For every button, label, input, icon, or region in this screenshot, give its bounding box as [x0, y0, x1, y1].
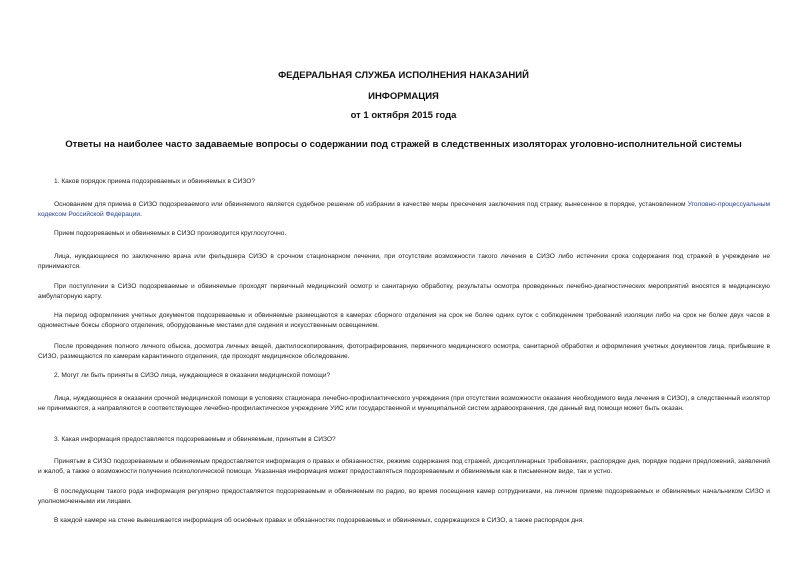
paragraph-medical-assistance: Лица, нуждающиеся в оказании срочной медицинской помощи в условиях стационара лечебно-профилактического учреждения (при отсутствии возможности оказания необходимого вида лечения в СИЗО), в следственный изолятор не принимаются, а направляются в соответствующее лечебно-профилактическое учреждение УИС или государственной и муниципальной систем здравоохранения, где данный вид помощи может быть оказан.	[38, 395, 770, 412]
document-type-heading: ИНФОРМАЦИЯ	[368, 91, 439, 102]
question-1: 1. Каков порядок приема подозреваемых и обвиняемых в СИЗО?	[54, 178, 256, 185]
criminal-procedure-code-link[interactable]: Уголовно-процессуальным кодексом Российской Федерации	[38, 201, 770, 218]
paragraph-medical-refusal: Лица, нуждающиеся по заключению врача или фельдшера СИЗО в срочном стационарном лечении, при отсутствии возможности такого лечения в СИЗО либо истечении срока содержания под стражей в учреждение не принимаются.	[38, 253, 770, 270]
paragraph-text: Основанием для приема в СИЗО подозреваемого или обвиняемого является судебное решение об избрании в качестве меры пресечения заключения под стражу, вынесенное в порядке, установленном	[54, 201, 686, 208]
document-title: Ответы на наиболее часто задаваемые вопросы о содержании под стражей в следственных изоляторах уголовно-исполнительной системы	[65, 139, 742, 150]
paragraph-cell-notice: В каждой камере на стене вывешивается информация об основных правах и обязанностях подозреваемых и обвиняемых, содержащихся в СИЗО, а также распорядок дня.	[54, 517, 585, 524]
question-3: 3. Какая информация предоставляется подозреваемым и обвиняемым, принятым в СИЗО?	[54, 436, 336, 443]
paragraph-regular-information: В последующем такого рода информация регулярно предоставляется подозреваемым и обвиняемым по радио, во время посещения камер сотрудниками, на личном приеме подозреваемых и обвиняемых начальником СИЗО и уполномоченными им лицами.	[38, 488, 770, 505]
agency-heading: ФЕДЕРАЛЬНАЯ СЛУЖБА ИСПОЛНЕНИЯ НАКАЗАНИЙ	[278, 70, 529, 81]
paragraph-quarantine: После проведения полного личного обыска, досмотра личных вещей, дактилоскопирования, фотографирования, первичного медицинского осмотра, санитарной обработки и оформления учетных документов лица, прибывшие в СИЗО, размещаются по камерам карантинного отделения, где проходят медицинское обследование.	[38, 343, 770, 360]
document-date: от 1 октября 2015 года	[350, 110, 457, 121]
paragraph-basis-for-admission	[38, 200, 770, 220]
paragraph-registration-period: На период оформления учетных документов подозреваемые и обвиняемые размещаются в камерах сборного отделения на срок не более одних суток с соблюдением требований изоляции либо на срок не более двух часов в одноместные боксы сборного отделения, оборудованные местами для сидения и искусственным освещением.	[38, 312, 770, 329]
paragraph-information-provided: Принятым в СИЗО подозреваемым и обвиняемым предоставляется информация о правах и обязанностях, режиме содержания под стражей, дисциплинарных требованиях, распорядке дня, порядке подачи предложений, заявлений и жалоб, а также о возможности получения психологической помощи. Указанная информация может предоставляться подозреваемым и обвиняемым как в письменном виде, так и устно.	[38, 458, 770, 475]
paragraph-medical-examination: При поступлении в СИЗО подозреваемые и обвиняемые проходят первичный медицинский осмотр и санитарную обработку, результаты осмотра проведенных лечебно-диагностических мероприятий вносятся в медицинскую амбулаторную карту.	[38, 283, 770, 300]
paragraph-admission-hours: Прием подозреваемых и обвиняемых в СИЗО производится круглосуточно.	[54, 230, 287, 237]
question-2: 2. Могут ли быть приняты в СИЗО лица, нуждающиеся в оказании медицинской помощи?	[54, 372, 331, 379]
paragraph-end: .	[140, 211, 142, 218]
